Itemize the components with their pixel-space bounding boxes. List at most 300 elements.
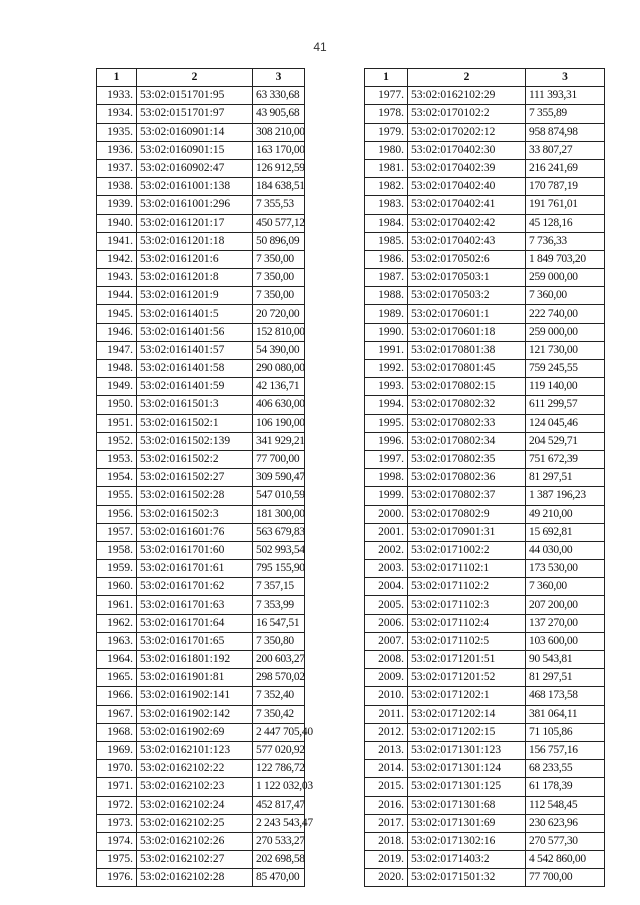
table-row xyxy=(365,287,605,305)
row-value: 33 807,27 xyxy=(526,141,605,159)
table-row xyxy=(97,741,305,759)
header-col-3: 3 xyxy=(526,69,605,87)
cadastral-number: 53:02:0171202:15 xyxy=(408,723,526,741)
table-row xyxy=(365,178,605,196)
row-value: 341 929,21 xyxy=(253,432,305,450)
header-col-2: 2 xyxy=(408,69,526,87)
cadastral-number: 53:02:0161201:8 xyxy=(137,269,253,287)
row-number: 1977. xyxy=(365,87,408,105)
cadastral-number: 53:02:0162102:24 xyxy=(137,796,253,814)
row-number: 1979. xyxy=(365,123,408,141)
row-value: 81 297,51 xyxy=(526,469,605,487)
row-number: 2010. xyxy=(365,687,408,705)
table-row xyxy=(97,341,305,359)
row-number: 1968. xyxy=(97,723,137,741)
row-value: 68 233,55 xyxy=(526,760,605,778)
cadastral-number: 53:02:0161502:2 xyxy=(137,450,253,468)
row-value: 270 533,27 xyxy=(253,832,305,850)
table-row xyxy=(365,505,605,523)
row-number: 1985. xyxy=(365,232,408,250)
table-row xyxy=(97,287,305,305)
row-value: 163 170,00 xyxy=(253,141,305,159)
table-row xyxy=(365,814,605,832)
cadastral-number: 53:02:0170402:42 xyxy=(408,214,526,232)
row-number: 1951. xyxy=(97,414,137,432)
row-number: 1967. xyxy=(97,705,137,723)
row-value: 7 355,89 xyxy=(526,105,605,123)
row-number: 1974. xyxy=(97,832,137,850)
row-value: 61 178,39 xyxy=(526,778,605,796)
row-value: 85 470,00 xyxy=(253,869,305,887)
row-value: 156 757,16 xyxy=(526,741,605,759)
row-number: 1958. xyxy=(97,541,137,559)
cadastral-number: 53:02:0160902:47 xyxy=(137,159,253,177)
table-row xyxy=(97,705,305,723)
table-row xyxy=(365,360,605,378)
cadastral-number: 53:02:0170503:2 xyxy=(408,287,526,305)
cadastral-number: 53:02:0161001:296 xyxy=(137,196,253,214)
row-number: 1987. xyxy=(365,269,408,287)
register-table-left xyxy=(96,68,313,887)
row-value: 222 740,00 xyxy=(526,305,605,323)
table-row xyxy=(97,814,305,832)
table-row xyxy=(365,432,605,450)
table-row xyxy=(365,323,605,341)
row-value: 298 570,02 xyxy=(253,669,305,687)
table-row xyxy=(365,523,605,541)
row-number: 2019. xyxy=(365,851,408,869)
cadastral-number: 53:02:0162102:27 xyxy=(137,851,253,869)
table-row xyxy=(97,432,305,450)
row-value: 259 000,00 xyxy=(526,323,605,341)
row-value: 170 787,19 xyxy=(526,178,605,196)
cadastral-number: 53:02:0161902:141 xyxy=(137,687,253,705)
row-number: 1963. xyxy=(97,632,137,650)
table-row xyxy=(97,141,305,159)
row-value: 7 360,00 xyxy=(526,287,605,305)
header-col-2: 2 xyxy=(137,69,253,87)
table-row xyxy=(97,541,305,559)
table-row xyxy=(97,232,305,250)
row-value: 2 447 705,40 xyxy=(253,723,305,741)
table-row xyxy=(365,705,605,723)
row-value: 7 350,00 xyxy=(253,250,305,268)
row-value: 181 300,00 xyxy=(253,505,305,523)
row-number: 1957. xyxy=(97,523,137,541)
row-number: 1941. xyxy=(97,232,137,250)
row-value: 124 045,46 xyxy=(526,414,605,432)
row-number: 1959. xyxy=(97,560,137,578)
table-row xyxy=(97,378,305,396)
table-row xyxy=(97,596,305,614)
row-number: 1944. xyxy=(97,287,137,305)
row-value: 751 672,39 xyxy=(526,450,605,468)
row-value: 173 530,00 xyxy=(526,560,605,578)
header-col-1: 1 xyxy=(97,69,137,87)
row-value: 577 020,92 xyxy=(253,741,305,759)
cadastral-number: 53:02:0171002:2 xyxy=(408,541,526,559)
row-value: 795 155,90 xyxy=(253,560,305,578)
row-number: 1943. xyxy=(97,269,137,287)
row-number: 1960. xyxy=(97,578,137,596)
cadastral-number: 53:02:0162102:29 xyxy=(408,87,526,105)
row-value: 191 761,01 xyxy=(526,196,605,214)
cadastral-number: 53:02:0171202:1 xyxy=(408,687,526,705)
cadastral-number: 53:02:0161601:76 xyxy=(137,523,253,541)
row-value: 290 080,00 xyxy=(253,360,305,378)
row-value: 90 543,81 xyxy=(526,651,605,669)
table-row xyxy=(97,360,305,378)
table-row xyxy=(97,450,305,468)
table-row xyxy=(365,832,605,850)
table-row xyxy=(365,378,605,396)
table-row xyxy=(97,469,305,487)
cadastral-number: 53:02:0171102:1 xyxy=(408,560,526,578)
row-number: 1969. xyxy=(97,741,137,759)
cadastral-number: 53:02:0171301:69 xyxy=(408,814,526,832)
table-row xyxy=(365,760,605,778)
cadastral-number: 53:02:0161501:3 xyxy=(137,396,253,414)
cadastral-number: 53:02:0162102:22 xyxy=(137,760,253,778)
cadastral-number: 53:02:0171301:68 xyxy=(408,796,526,814)
table-row xyxy=(97,505,305,523)
row-value: 7 350,42 xyxy=(253,705,305,723)
row-number: 1937. xyxy=(97,159,137,177)
table-row xyxy=(97,487,305,505)
cadastral-number: 53:02:0161201:9 xyxy=(137,287,253,305)
cadastral-number: 53:02:0161502:139 xyxy=(137,432,253,450)
cadastral-number: 53:02:0162102:25 xyxy=(137,814,253,832)
row-number: 1975. xyxy=(97,851,137,869)
row-number: 2008. xyxy=(365,651,408,669)
row-number: 1953. xyxy=(97,450,137,468)
row-number: 1994. xyxy=(365,396,408,414)
row-number: 1972. xyxy=(97,796,137,814)
cadastral-number: 53:02:0171403:2 xyxy=(408,851,526,869)
table-row xyxy=(97,632,305,650)
row-number: 2002. xyxy=(365,541,408,559)
row-number: 1939. xyxy=(97,196,137,214)
cadastral-number: 53:02:0170202:12 xyxy=(408,123,526,141)
row-number: 1935. xyxy=(97,123,137,141)
table-row xyxy=(365,396,605,414)
cadastral-number: 53:02:0170802:35 xyxy=(408,450,526,468)
table-row xyxy=(97,123,305,141)
table-row xyxy=(97,778,305,796)
cadastral-number: 53:02:0170802:33 xyxy=(408,414,526,432)
table-row xyxy=(365,851,605,869)
cadastral-number: 53:02:0170801:38 xyxy=(408,341,526,359)
table-row xyxy=(97,869,305,887)
row-number: 2014. xyxy=(365,760,408,778)
row-value: 958 874,98 xyxy=(526,123,605,141)
row-value: 45 128,16 xyxy=(526,214,605,232)
row-number: 2006. xyxy=(365,614,408,632)
row-value: 103 600,00 xyxy=(526,632,605,650)
table-row xyxy=(365,123,605,141)
row-value: 137 270,00 xyxy=(526,614,605,632)
row-value: 71 105,86 xyxy=(526,723,605,741)
header-col-3: 3 xyxy=(253,69,305,87)
cadastral-number: 53:02:0162102:28 xyxy=(137,869,253,887)
row-value: 7 355,53 xyxy=(253,196,305,214)
row-number: 1996. xyxy=(365,432,408,450)
cadastral-number: 53:02:0171201:52 xyxy=(408,669,526,687)
table-row xyxy=(365,723,605,741)
cadastral-number: 53:02:0161901:81 xyxy=(137,669,253,687)
row-number: 1962. xyxy=(97,614,137,632)
row-number: 1981. xyxy=(365,159,408,177)
row-number: 1970. xyxy=(97,760,137,778)
cadastral-number: 53:02:0171102:3 xyxy=(408,596,526,614)
row-value: 63 330,68 xyxy=(253,87,305,105)
cadastral-number: 53:02:0162102:26 xyxy=(137,832,253,850)
row-number: 1998. xyxy=(365,469,408,487)
cadastral-number: 53:02:0170601:1 xyxy=(408,305,526,323)
cadastral-number: 53:02:0170402:41 xyxy=(408,196,526,214)
cadastral-number: 53:02:0171201:51 xyxy=(408,651,526,669)
table-row xyxy=(97,214,305,232)
row-number: 1950. xyxy=(97,396,137,414)
row-value: 44 030,00 xyxy=(526,541,605,559)
table-row xyxy=(365,541,605,559)
cadastral-number: 53:02:0161201:18 xyxy=(137,232,253,250)
row-value: 308 210,00 xyxy=(253,123,305,141)
row-number: 1940. xyxy=(97,214,137,232)
row-value: 7 350,00 xyxy=(253,287,305,305)
row-value: 204 529,71 xyxy=(526,432,605,450)
row-value: 7 360,00 xyxy=(526,578,605,596)
row-number: 1976. xyxy=(97,869,137,887)
row-value: 20 720,00 xyxy=(253,305,305,323)
row-number: 1933. xyxy=(97,87,137,105)
cadastral-number: 53:02:0161701:62 xyxy=(137,578,253,596)
row-value: 7 352,40 xyxy=(253,687,305,705)
table-row xyxy=(97,669,305,687)
table-row xyxy=(365,414,605,432)
row-value: 16 547,51 xyxy=(253,614,305,632)
table-row xyxy=(365,796,605,814)
row-value: 126 912,59 xyxy=(253,159,305,177)
row-number: 1993. xyxy=(365,378,408,396)
row-number: 1982. xyxy=(365,178,408,196)
row-number: 1947. xyxy=(97,341,137,359)
table-row xyxy=(97,396,305,414)
row-number: 1984. xyxy=(365,214,408,232)
table-row xyxy=(97,832,305,850)
row-value: 50 896,09 xyxy=(253,232,305,250)
cadastral-number: 53:02:0170402:39 xyxy=(408,159,526,177)
row-value: 611 299,57 xyxy=(526,396,605,414)
row-number: 1934. xyxy=(97,105,137,123)
row-value: 1 387 196,23 xyxy=(526,487,605,505)
row-value: 381 064,11 xyxy=(526,705,605,723)
cadastral-number: 53:02:0161701:63 xyxy=(137,596,253,614)
row-value: 2 243 543,47 xyxy=(253,814,305,832)
row-number: 2004. xyxy=(365,578,408,596)
cadastral-number: 53:02:0170601:18 xyxy=(408,323,526,341)
table-row xyxy=(365,305,605,323)
cadastral-number: 53:02:0161502:1 xyxy=(137,414,253,432)
table-row xyxy=(365,269,605,287)
table-row xyxy=(97,578,305,596)
cadastral-number: 53:02:0161401:58 xyxy=(137,360,253,378)
table-row xyxy=(365,250,605,268)
cadastral-number: 53:02:0161001:138 xyxy=(137,178,253,196)
row-value: 563 679,83 xyxy=(253,523,305,541)
row-value: 216 241,69 xyxy=(526,159,605,177)
row-number: 1995. xyxy=(365,414,408,432)
cadastral-number: 53:02:0170402:43 xyxy=(408,232,526,250)
cadastral-number: 53:02:0161201:17 xyxy=(137,214,253,232)
row-value: 152 810,00 xyxy=(253,323,305,341)
cadastral-number: 53:02:0170502:6 xyxy=(408,250,526,268)
cadastral-number: 53:02:0151701:97 xyxy=(137,105,253,123)
table-row xyxy=(97,250,305,268)
row-value: 77 700,00 xyxy=(253,450,305,468)
table-row xyxy=(365,487,605,505)
table-row xyxy=(365,778,605,796)
table-row xyxy=(97,614,305,632)
cadastral-number: 53:02:0171102:4 xyxy=(408,614,526,632)
row-number: 1999. xyxy=(365,487,408,505)
row-number: 1936. xyxy=(97,141,137,159)
row-value: 7 350,00 xyxy=(253,269,305,287)
row-value: 4 542 860,00 xyxy=(526,851,605,869)
cadastral-number: 53:02:0161401:56 xyxy=(137,323,253,341)
row-number: 2005. xyxy=(365,596,408,614)
row-number: 2017. xyxy=(365,814,408,832)
cadastral-number: 53:02:0161401:57 xyxy=(137,341,253,359)
row-number: 1980. xyxy=(365,141,408,159)
row-number: 1964. xyxy=(97,651,137,669)
row-value: 106 190,00 xyxy=(253,414,305,432)
table-row xyxy=(365,214,605,232)
row-value: 112 548,45 xyxy=(526,796,605,814)
table-row xyxy=(97,851,305,869)
cadastral-number: 53:02:0161701:60 xyxy=(137,541,253,559)
cadastral-number: 53:02:0170802:36 xyxy=(408,469,526,487)
table-row xyxy=(97,651,305,669)
cadastral-number: 53:02:0162101:123 xyxy=(137,741,253,759)
row-number: 1948. xyxy=(97,360,137,378)
row-value: 43 905,68 xyxy=(253,105,305,123)
cadastral-number: 53:02:0170802:34 xyxy=(408,432,526,450)
row-value: 7 353,99 xyxy=(253,596,305,614)
row-number: 2011. xyxy=(365,705,408,723)
table-row xyxy=(97,414,305,432)
row-number: 1956. xyxy=(97,505,137,523)
table-row xyxy=(365,614,605,632)
cadastral-number: 53:02:0170802:15 xyxy=(408,378,526,396)
cadastral-number: 53:02:0161701:61 xyxy=(137,560,253,578)
cadastral-number: 53:02:0171301:124 xyxy=(408,760,526,778)
table-row xyxy=(97,796,305,814)
table-row xyxy=(97,523,305,541)
row-number: 1949. xyxy=(97,378,137,396)
cadastral-number: 53:02:0171501:32 xyxy=(408,869,526,887)
cadastral-number: 53:02:0170801:45 xyxy=(408,360,526,378)
row-number: 1997. xyxy=(365,450,408,468)
cadastral-number: 53:02:0171102:2 xyxy=(408,578,526,596)
row-value: 406 630,00 xyxy=(253,396,305,414)
row-number: 1952. xyxy=(97,432,137,450)
row-number: 1991. xyxy=(365,341,408,359)
cadastral-number: 53:02:0171301:125 xyxy=(408,778,526,796)
row-number: 2018. xyxy=(365,832,408,850)
table-row xyxy=(365,341,605,359)
row-value: 270 577,30 xyxy=(526,832,605,850)
cadastral-number: 53:02:0171102:5 xyxy=(408,632,526,650)
cadastral-number: 53:02:0151701:95 xyxy=(137,87,253,105)
row-number: 1971. xyxy=(97,778,137,796)
table-row xyxy=(365,687,605,705)
row-value: 15 692,81 xyxy=(526,523,605,541)
table-row xyxy=(365,741,605,759)
table-row xyxy=(97,269,305,287)
row-value: 1 849 703,20 xyxy=(526,250,605,268)
table-row xyxy=(365,578,605,596)
row-value: 468 173,58 xyxy=(526,687,605,705)
row-number: 2015. xyxy=(365,778,408,796)
row-value: 119 140,00 xyxy=(526,378,605,396)
row-value: 502 993,54 xyxy=(253,541,305,559)
table-row xyxy=(365,632,605,650)
row-value: 54 390,00 xyxy=(253,341,305,359)
row-value: 1 122 032,03 xyxy=(253,778,305,796)
row-value: 7 350,80 xyxy=(253,632,305,650)
row-number: 2020. xyxy=(365,869,408,887)
row-value: 7 357,15 xyxy=(253,578,305,596)
table-row xyxy=(365,560,605,578)
row-value: 759 245,55 xyxy=(526,360,605,378)
table-row xyxy=(97,178,305,196)
table-row xyxy=(97,687,305,705)
cadastral-number: 53:02:0161902:69 xyxy=(137,723,253,741)
cadastral-number: 53:02:0170802:32 xyxy=(408,396,526,414)
table-row xyxy=(365,87,605,105)
row-value: 207 200,00 xyxy=(526,596,605,614)
table-row xyxy=(97,105,305,123)
header-row xyxy=(97,69,305,87)
table-row xyxy=(97,560,305,578)
cadastral-number: 53:02:0161801:192 xyxy=(137,651,253,669)
row-number: 1938. xyxy=(97,178,137,196)
row-value: 259 000,00 xyxy=(526,269,605,287)
cadastral-number: 53:02:0170802:9 xyxy=(408,505,526,523)
table-row xyxy=(97,87,305,105)
row-value: 111 393,31 xyxy=(526,87,605,105)
row-value: 184 638,51 xyxy=(253,178,305,196)
cadastral-number: 53:02:0161401:59 xyxy=(137,378,253,396)
table-row xyxy=(97,196,305,214)
row-value: 77 700,00 xyxy=(526,869,605,887)
table-row xyxy=(365,450,605,468)
table-row xyxy=(365,669,605,687)
row-number: 1978. xyxy=(365,105,408,123)
row-value: 200 603,27 xyxy=(253,651,305,669)
table-row xyxy=(365,232,605,250)
row-number: 2001. xyxy=(365,523,408,541)
cadastral-number: 53:02:0170802:37 xyxy=(408,487,526,505)
row-number: 1945. xyxy=(97,305,137,323)
cadastral-number: 53:02:0170402:40 xyxy=(408,178,526,196)
table-row xyxy=(365,651,605,669)
row-number: 1965. xyxy=(97,669,137,687)
page-number: 41 xyxy=(313,40,327,54)
row-number: 1946. xyxy=(97,323,137,341)
row-number: 1986. xyxy=(365,250,408,268)
